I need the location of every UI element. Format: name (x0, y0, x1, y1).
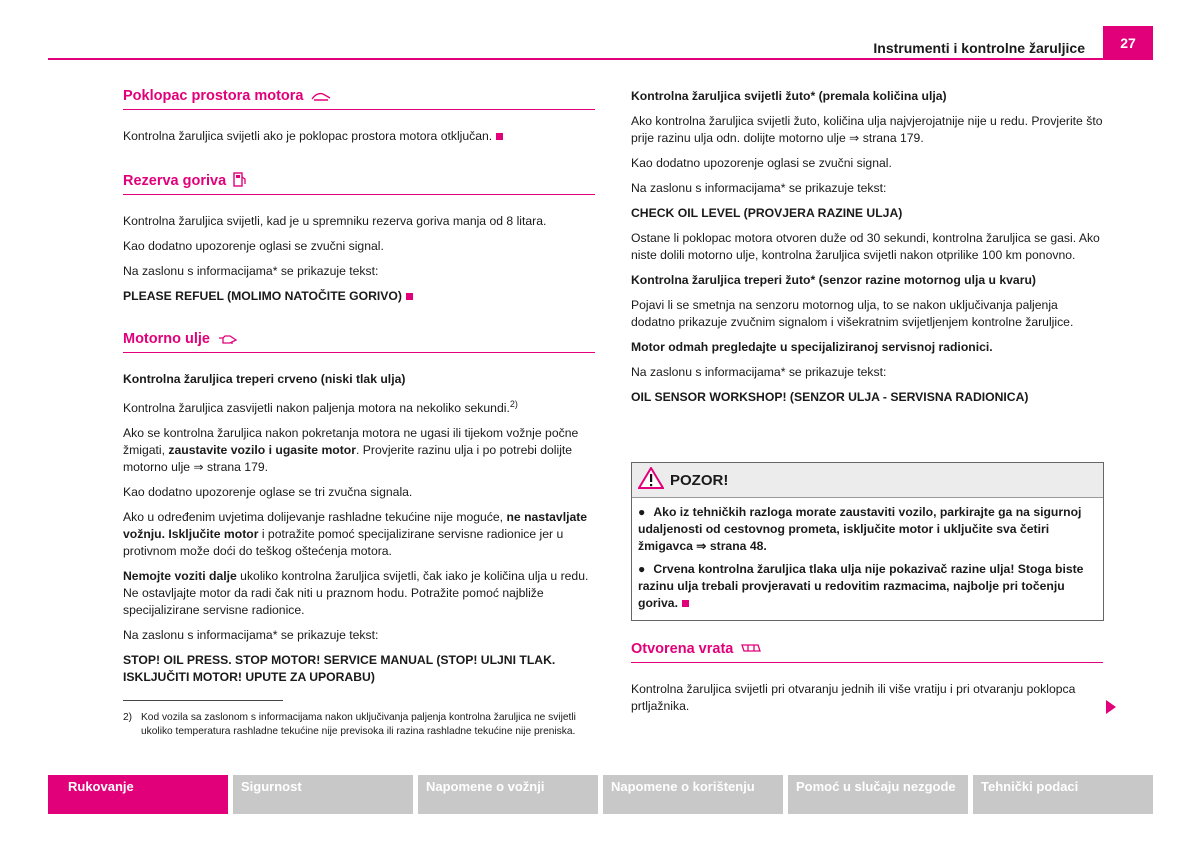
heading-text: Otvorena vrata (631, 641, 734, 657)
tab-tehnicki-podaci[interactable]: Tehnički podaci (973, 775, 1153, 814)
section-heading-fuel (123, 171, 595, 195)
oil-paragraph-3: Kao dodatno upozorenje oglase se tri zvučna signala. (123, 485, 413, 500)
heading-text: Poklopac prostora motora (123, 88, 304, 104)
section-heading-oil (123, 331, 595, 353)
hood-paragraph: Kontrolna žaruljica svijetli ako je poklopac prostora motora otključan. (123, 128, 595, 145)
heading-text: Motorno ulje (123, 331, 210, 347)
warning-box (631, 462, 1104, 621)
bullet-icon: ● (638, 505, 646, 519)
oil-paragraph-1: Kontrolna žaruljica zasvijetli nakon paljenja motora na nekoliko sekundi.$^{2)}$ (123, 399, 518, 416)
right-paragraph-5: Pojavi li se smetnja na senzoru motornog ulja, to se nakon uključivanja paljenja dodatno prikazuje zvučnim signalom i višekratnim svijetljenjem kontrolne žaruljice. (631, 298, 1074, 329)
right-column (631, 88, 1103, 414)
right-paragraph-6: Motor odmah pregledajte u specijaliziranoj servisnoj radionici. (631, 340, 993, 354)
right-paragraph-3: Na zaslonu s informacijama* se prikazuje tekst: (631, 181, 887, 195)
warning-bullet-2: ● Crvena kontrolna žaruljica tlaka ulja nije pokazivač razine ulja! Stoga biste razinu ulja trebali provjeravati u redovitim razmacima, najbolje pri točenju goriva. (638, 562, 1084, 610)
oil-subheading-yellow: Kontrolna žaruljica svijetli žuto* (premala količina ulja) (631, 89, 947, 103)
tab-napomene-o-koristenju[interactable]: Napomene o korištenju (603, 775, 783, 814)
oil-sensor-subheading: Kontrolna žaruljica treperi žuto* (senzor razine motornog ulja u kvaru) (631, 273, 1036, 287)
end-mark-icon (406, 293, 413, 300)
right-paragraph-1: Ako kontrolna žaruljica svijetli žuto, količina ulja najvjerojatnije nije u redu. Provjerite što prije razinu ulja odn. dolijte motorno ulje ⇒ strana 179. (631, 114, 1103, 145)
section-heading-doors (631, 641, 1103, 663)
fuel-display-message: PLEASE REFUEL (MOLIMO NATOČITE GORIVO) (123, 288, 595, 305)
warning-body (632, 498, 1103, 620)
end-mark-icon (682, 600, 689, 607)
tab-pomoc-u-slucaju-nezgode[interactable]: Pomoć u slučaju nezgode (788, 775, 968, 814)
warning-bullet-1: ● Ako iz tehničkih razloga morate zaustaviti vozilo, parkirajte ga na sigurnoj udaljenosti od cestovnog prometa, isključite motor i uključite sva četiri žmigavca ⇒ strana 48. (638, 505, 1082, 553)
next-page-arrow-icon[interactable] (1106, 700, 1116, 714)
oil-paragraph-5: Nemojte voziti dalje ukoliko kontrolna žaruljica svijetli, čak iako je količina ulja u redu. Ne ostavljajte motor da radi čak niti u praznom hodu. Potražite pomoć najbliže specijalizirane servisne radionice. (123, 569, 589, 618)
oil-can-icon (217, 333, 237, 350)
bullet-icon: ● (638, 562, 646, 576)
page-number: 27 (1103, 26, 1153, 60)
car-hood-icon (311, 90, 331, 107)
left-column (123, 88, 595, 694)
end-mark-icon (496, 133, 503, 140)
fuel-paragraph-3: Na zaslonu s informacijama* se prikazuje tekst: (123, 264, 379, 278)
footnote (123, 711, 595, 738)
heading-text: Rezerva goriva (123, 173, 227, 189)
tab-napomene-o-voznji[interactable]: Napomene o vožnji (418, 775, 598, 814)
warning-header (632, 463, 1103, 498)
chapter-tabs (48, 775, 1158, 814)
oil-sensor-message: OIL SENSOR WORKSHOP! (SENZOR ULJA - SERVISNA RADIONICA) (631, 390, 1029, 404)
oil-display-message: STOP! OIL PRESS. STOP MOTOR! SERVICE MANUAL (STOP! ULJNI TLAK. ISKLJUČITI MOTOR! UPUTE ZA UPORABU) (123, 653, 556, 685)
footnote-ref: 2) (509, 399, 518, 409)
check-oil-message: CHECK OIL LEVEL (PROVJERA RAZINE ULJA) (631, 206, 903, 220)
fuel-paragraph-2: Kao dodatno upozorenje oglasi se zvučni signal. (123, 239, 384, 253)
tab-sigurnost[interactable]: Sigurnost (233, 775, 413, 814)
oil-paragraph-6: Na zaslonu s informacijama* se prikazuje tekst: (123, 628, 379, 643)
tab-rukovanje[interactable]: Rukovanje (48, 775, 228, 814)
page-header-title: Instrumenti i kontrolne žaruljice (873, 40, 1085, 56)
oil-subheading-red: Kontrolna žaruljica treperi crveno (niski tlak ulja) (123, 372, 406, 386)
warning-title: POZOR! (670, 471, 729, 489)
right-paragraph-7: Na zaslonu s informacijama* se prikazuje tekst: (631, 365, 887, 379)
right-paragraph-4: Ostane li poklopac motora otvoren duže od 30 sekundi, kontrolna žaruljica se gasi. Ako niste dolili motorno ulje, kontrolna žaruljica svijetli nakon otprilike 100 km ponovno. (631, 231, 1100, 262)
oil-paragraph-2: Ako se kontrolna žaruljica nakon pokretanja motora ne ugasi ili tijekom vožnje počne žmigati, zaustavite vozilo i ugasite motor. Provjerite razinu ulja i po potrebi dolijte motorno ulje ⇒ strana 179. (123, 426, 579, 475)
fuel-paragraph-1: Kontrolna žaruljica svijetli, kad je u spremniku rezerva goriva manja od 8 litara. (123, 214, 547, 228)
header-rule (48, 58, 1153, 60)
warning-triangle-icon (638, 467, 664, 493)
fuel-pump-icon (233, 171, 247, 192)
footnote-divider (123, 700, 283, 701)
oil-paragraph-4: Ako u određenim uvjetima dolijevanje rashladne tekućine nije moguće, ne nastavljate vožnju. Isključite motor i potražite pomoć specijalizirane servisne radionice jer u protivnom može doći do teškog oštećenja motora. (123, 510, 588, 559)
footnote-text: Kod vozila sa zaslonom s informacijama nakon uključivanja paljenja kontrolna žaruljica ne svijetli ukoliko temperatura rashladne tekućine nije previsoka ili razina rashladne tekućine nije preniska. (141, 712, 576, 737)
footnote-mark: 2) (123, 712, 133, 723)
section-heading-hood (123, 88, 595, 110)
open-door-icon (740, 641, 762, 660)
right-paragraph-2: Kao dodatno upozorenje oglasi se zvučni signal. (631, 156, 892, 170)
open-doors-section (631, 641, 1103, 723)
doors-paragraph: Kontrolna žaruljica svijetli pri otvaranju jednih ili više vratiju i pri otvaranju poklopca prtljažnika. (631, 682, 1076, 713)
